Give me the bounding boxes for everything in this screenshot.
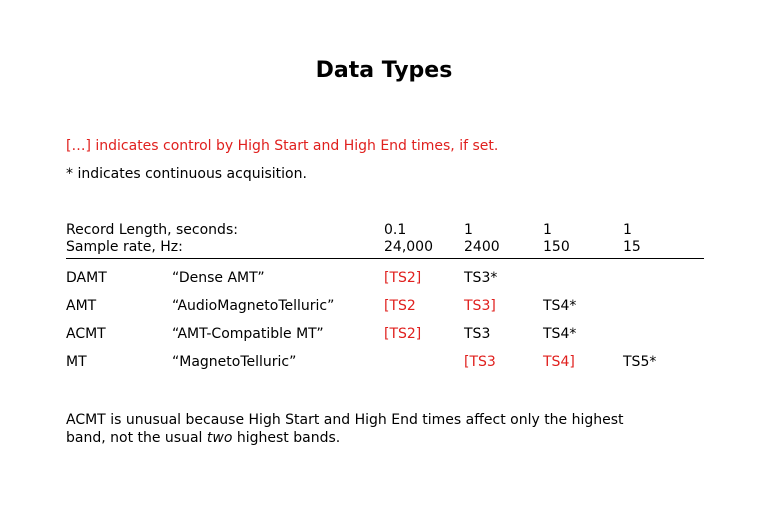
row-code: ACMT (66, 326, 106, 342)
page-title: Data Types (315, 58, 453, 83)
header-column-2 (464, 222, 500, 256)
record-length-value: 0.1 (384, 222, 407, 238)
footer-text: highest bands. (232, 430, 341, 446)
row-code: DAMT (66, 270, 107, 286)
row-cell: TS3] (464, 298, 496, 314)
header-labels (66, 222, 238, 256)
header-divider (66, 258, 704, 259)
sample-rate-label: Sample rate, Hz: (66, 239, 183, 255)
row-code: MT (66, 354, 87, 370)
sample-rate-value: 150 (543, 239, 570, 255)
footer-line-2 (66, 429, 706, 447)
record-length-label: Record Length, seconds: (66, 222, 238, 238)
row-cell: TS3* (464, 270, 498, 286)
footer-text: band, not the usual (66, 430, 207, 446)
footer-line-1: ACMT is unusual because High Start and High End times affect only the highest (66, 412, 624, 428)
row-cell: TS4* (543, 298, 577, 314)
record-length-value: 1 (623, 222, 632, 238)
row-cell: TS4* (543, 326, 577, 342)
header-column-1 (384, 222, 433, 256)
row-cell: TS5* (623, 354, 657, 370)
row-cell: [TS2] (384, 326, 422, 342)
header-column-3 (543, 222, 570, 256)
row-cell: [TS2 (384, 298, 416, 314)
row-code: AMT (66, 298, 97, 314)
header-column-4 (623, 222, 641, 256)
row-name: “AMT-Compatible MT” (172, 326, 324, 342)
row-name: “MagnetoTelluric” (172, 354, 297, 370)
emphasis-text: two (206, 430, 233, 446)
row-cell: [TS2] (384, 270, 422, 286)
sample-rate-value: 15 (623, 239, 641, 255)
footer-note (66, 411, 706, 447)
row-name: “AudioMagnetoTelluric” (172, 298, 335, 314)
sample-rate-value: 2400 (464, 239, 500, 255)
row-cell: [TS3 (464, 354, 496, 370)
row-cell: TS4] (543, 354, 575, 370)
row-cell: TS3 (464, 326, 491, 342)
bracket-note: […] indicates control by High Start and High End times, if set. (66, 138, 499, 154)
row-name: “Dense AMT” (172, 270, 265, 286)
star-note: * indicates continuous acquisition. (66, 166, 307, 182)
sample-rate-value: 24,000 (384, 239, 433, 255)
record-length-value: 1 (543, 222, 552, 238)
record-length-value: 1 (464, 222, 473, 238)
